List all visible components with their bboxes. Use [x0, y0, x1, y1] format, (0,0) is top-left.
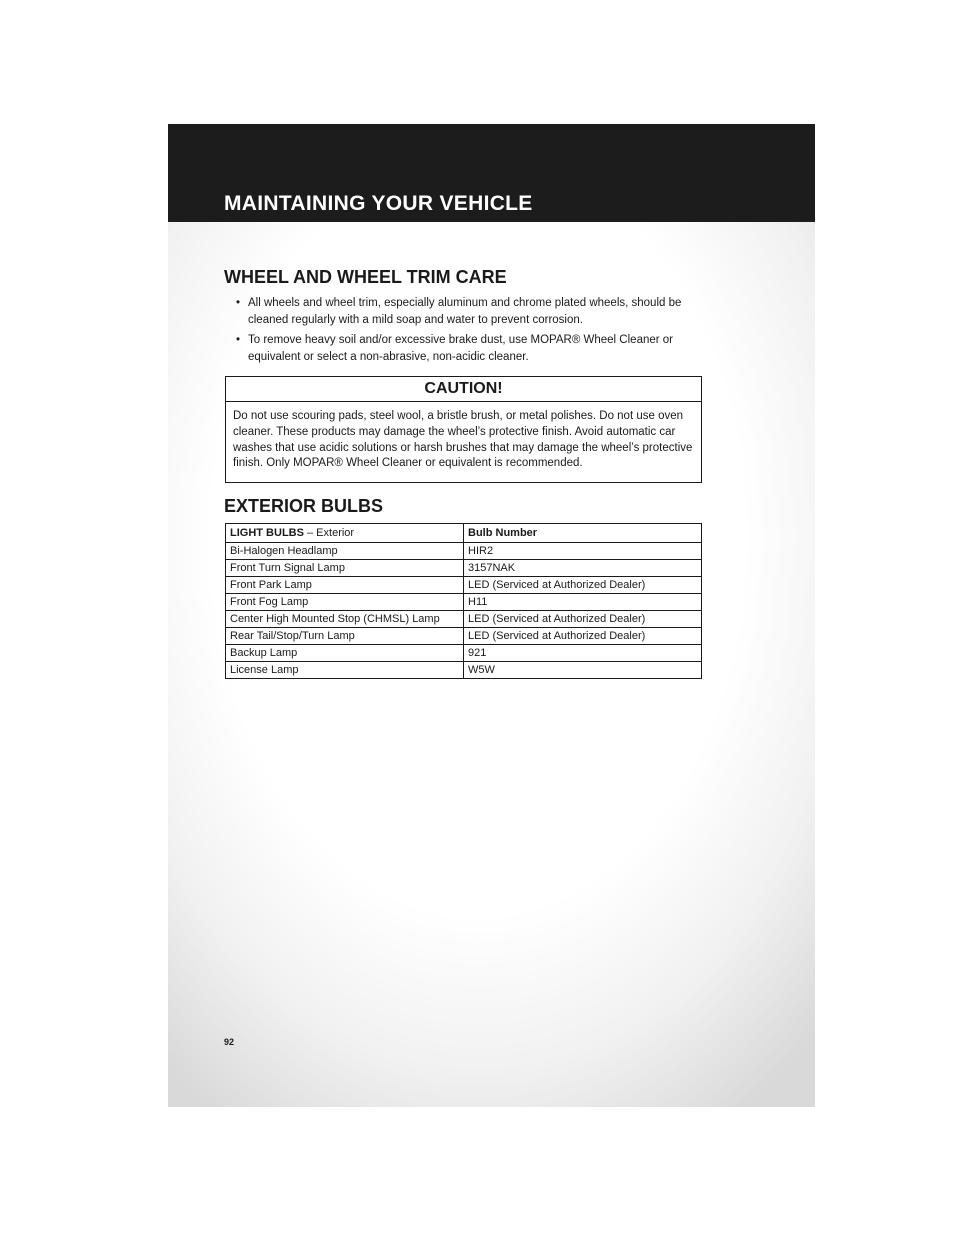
table-row [226, 594, 702, 611]
table-row [226, 560, 702, 577]
bullet-text: To remove heavy soil and/or excessive brake dust, use MOPAR® Wheel Cleaner or equivalent or select a non-abrasive, non-acidic cleaner. [248, 334, 674, 363]
caution-text: Do not use scouring pads, steel wool, a bristle brush, or metal polishes. Do not use oven cleaner. These products may damage the wheel’s protective finish. Avoid automatic car washes that use acidic solutions or harsh brushes that may damage the wheel’s protective finish. Only MOPAR® Wheel Cleaner or equivalent is recommended. [233, 410, 693, 470]
bullet-dot: • [236, 334, 241, 346]
light-cell: Front Park Lamp [226, 577, 464, 594]
page-title: MAINTAINING YOUR VEHICLE [224, 192, 533, 215]
light-cell: Front Fog Lamp [226, 594, 464, 611]
page-header-band [168, 124, 815, 222]
table-row [226, 662, 702, 679]
caution-box [225, 376, 702, 483]
bullet-item [224, 295, 694, 328]
table-row [226, 577, 702, 594]
bullet-text: All wheels and wheel trim, especially aluminum and chrome plated wheels, should be cleaned regularly with a mild soap and water to prevent corrosion. [248, 297, 682, 326]
bulb-number-cell: LED (Serviced at Authorized Dealer) [464, 577, 702, 594]
light-cell: License Lamp [226, 662, 464, 679]
column-header-main: LIGHT BULBS [230, 527, 304, 539]
light-cell: Backup Lamp [226, 645, 464, 662]
table-row [226, 611, 702, 628]
page-number: 92 [224, 1037, 235, 1047]
table-row [226, 645, 702, 662]
bulb-number-cell: W5W [464, 662, 702, 679]
table-header-row [226, 524, 702, 543]
column-header-bulb-number [464, 524, 702, 543]
manual-page [168, 124, 815, 1107]
bulb-number-cell: HIR2 [464, 543, 702, 560]
wheel-care-heading: WHEEL AND WHEEL TRIM CARE [224, 267, 507, 287]
caution-heading: CAUTION! [226, 377, 701, 402]
light-cell: Rear Tail/Stop/Turn Lamp [226, 628, 464, 645]
light-cell: Bi-Halogen Headlamp [226, 543, 464, 560]
column-header-sub: – Exterior [303, 527, 355, 539]
bullet-dot: • [236, 297, 241, 309]
light-cell: Front Turn Signal Lamp [226, 560, 464, 577]
column-header-bulb-number-label: Bulb Number [468, 527, 538, 539]
light-cell: Center High Mounted Stop (CHMSL) Lamp [226, 611, 464, 628]
bulb-number-cell: LED (Serviced at Authorized Dealer) [464, 611, 702, 628]
exterior-bulbs-table [225, 523, 702, 679]
bulb-number-cell: 3157NAK [464, 560, 702, 577]
bulb-number-cell: 921 [464, 645, 702, 662]
bullet-item [224, 332, 694, 365]
column-header-light-bulbs [226, 524, 464, 543]
bulb-number-cell: LED (Serviced at Authorized Dealer) [464, 628, 702, 645]
table-row [226, 543, 702, 560]
table-row [226, 628, 702, 645]
wheel-care-bullets [224, 295, 694, 369]
bulb-number-cell: H11 [464, 594, 702, 611]
exterior-bulbs-heading: EXTERIOR BULBS [224, 496, 384, 516]
